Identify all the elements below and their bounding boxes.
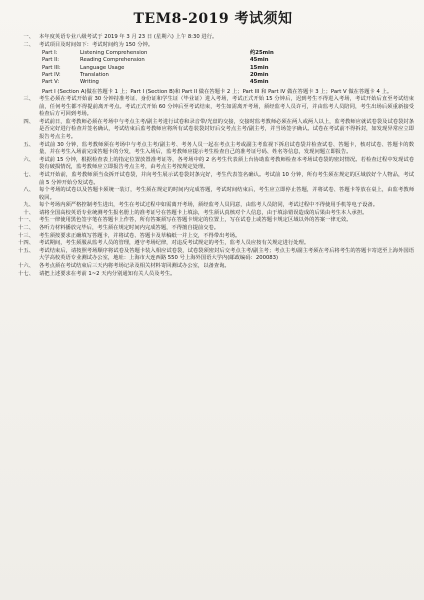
parts-note: Part I (Section A)做在答题卡 1 上；Part I (Section B)和 Part II 做在答题卡 2 上；Part III 和 Part IV 做在答题卡 3 上；Part V 做在答题卡 4 上。: [42, 88, 393, 95]
item-number: 十七、: [18, 270, 34, 277]
list-item: [12, 202, 414, 210]
part-time: 20min: [250, 72, 269, 79]
item-text: 考试项目及时间如下：考试时间约为 150 分钟。: [39, 41, 154, 48]
list-item: [12, 263, 414, 271]
item-text: 每个考场的试卷以及答题卡须统一装订，考生须在规定的时间内完成答题，考试时间结束后，考生应立即停止答题，并将试卷、答题卡等放在桌上，由监考教师收回。: [39, 187, 414, 201]
page-title: TEM8-2019 考试须知: [133, 11, 293, 27]
item-text: 考试开始前，监考教师须当众拆开试卷袋，并向考生展示试卷袋封条完好，考生代表签名确认。考试前 10 分钟，所有考生须在规定的区域放好个人物品，考试前 5 分钟开始分发试卷。: [39, 171, 414, 186]
item-number: 十六、: [18, 263, 34, 270]
part-time: 约25min: [250, 50, 274, 57]
list-item: [12, 96, 414, 119]
list-item: [12, 157, 414, 172]
item-text: 考试前 30 分钟，监考教师须在考场中与考点主考/副主考、考务人员一起在考点主考或副主考监视下拆启试卷袋并检查试卷、答题卡，核对试卷、答题卡的数量，并在考生入场前完成答题卡的分发，考生入场后，监考教师应提示考生检查自己的准考证号码、姓名等信息，发现问题立即报告。: [39, 141, 414, 156]
part-row: [42, 65, 414, 72]
list-item: [12, 240, 414, 248]
item-text: 请将全国高校英语专业统测考生报名册上的准考证号在答题卡上填涂，考生须认真核对个人信息，由于填涂错误造成的后果由考生本人承担。: [39, 209, 368, 216]
part-name: Listening Comprehension: [80, 50, 148, 57]
list-item: [12, 42, 414, 50]
item-text: 考试前日，监考教师必须在考场中与考点主考/副主考进行试卷和录音带/光盘的交接，交接时监考教师必须在两人或两人以上，监考教师应就试卷袋及试卷袋封条是否完好进行检查并签名确认，考试结束后监考教师应将所有试卷装袋封好后交考点主考/副主考，并当场签字确认。试卷在考试前不得拆封，如发现异常应立即报告考点主考。: [39, 118, 414, 140]
list-item: [12, 34, 414, 42]
item-number: 二、: [23, 41, 34, 48]
list-item: [12, 119, 414, 142]
item-text: 考生一律使用黑色签字笔在答题卡上作答，所有答案须写在答题卡规定的位置上，写在试卷上或答题卡规定区域以外的答案一律无效。: [39, 217, 352, 224]
item-number: 六、: [23, 156, 34, 163]
item-number: 十一、: [18, 217, 34, 224]
part-row: [42, 57, 414, 64]
item-text: 考试前 15 分钟，根据检查表上的指定位置放置准考证等，各考场中的 2 名考生代表须上台协助监考教师检查本考场试卷袋的密封情况。若检查过程中发现试卷袋有破损情况，监考教师应立即报告考点主考，由考点主考按规定处理。: [39, 156, 414, 171]
item-number: 七、: [23, 171, 34, 178]
part-row: [42, 79, 414, 86]
item-text: 考试期间，考生须服从监考人员的管理，遵守考场纪律，对违反考试规定的考生，监考人员应按有关规定进行处理。: [39, 240, 310, 247]
part-label: Part II:: [42, 57, 60, 64]
item-text: 各听力材料播放完毕后，考生须在规定时间内完成答题，不得擅自提前交卷。: [39, 225, 220, 232]
item-text: 请把上述要求在考前 1~2 天内分别通知有关人员及考生。: [39, 270, 176, 277]
list-item: [12, 271, 414, 279]
item-text: 考生须按要求正确填写答题卡，并将试卷、答题卡及草稿纸一并上交，不得带出考场。: [39, 232, 241, 239]
item-number: 十、: [23, 209, 34, 216]
item-number: 三、: [23, 95, 34, 102]
item-number: 十四、: [18, 240, 34, 247]
parts-table: [42, 50, 414, 86]
part-name: Writing: [80, 79, 99, 86]
item-number: 十三、: [18, 232, 34, 239]
item-text: 考试结束后，请按照考场顺序将试卷及答题卡装入相应试卷袋，试卷袋须密封后交考点主考/副主考；考点主考/副主考须在考后将考生的答题卡寄送至上海外国语大学高校英语专业测试办公室，地址：上海市大连西路 550 号上海外国语大学内(邮政编码：200083): [39, 247, 414, 262]
item-number: 四、: [23, 118, 34, 125]
list-item: [12, 217, 414, 225]
part-row: [42, 72, 414, 79]
item-number: 九、: [23, 202, 34, 209]
list-item: [12, 142, 414, 157]
list-item: [12, 225, 414, 233]
item-text: 本年度英语专业八级考试于 2019 年 3 月 23 日 (星期六) 上午 8:30 进行。: [39, 34, 218, 40]
item-number: 十二、: [18, 225, 34, 232]
part-time: 45min: [250, 57, 269, 64]
part-label: Part III:: [42, 64, 61, 71]
part-label: Part IV:: [42, 72, 61, 79]
item-text: 各考点须在考试结束后三天内将考场记录及相关材料寄回测试办公室，以备查询。: [39, 263, 230, 270]
list-item: [12, 172, 414, 187]
item-number: 十五、: [18, 247, 34, 254]
item-text: 考生必须在考试开始前 30 分钟持准考证、身份证和学生证（毕业证）进入考场，考试正式开始 15 分钟后，迟到考生不得进入考场，考试开始后直至考试结束前，任何考生都不得提前离开考点。考试正式开始 60 分钟后至考试结束，考生如需离开考场，须经监考人员许可，并由监考人员陪同，考生出场后须重新接受检查后方可回到考场。: [39, 95, 414, 118]
part-name: Reading Comprehension: [80, 57, 145, 64]
part-label: Part I:: [42, 50, 58, 57]
list-item: [12, 248, 414, 263]
list-item: [12, 187, 414, 202]
part-row: [42, 50, 414, 57]
part-name: Language Usage: [80, 64, 125, 71]
part-name: Translation: [80, 72, 109, 79]
rules-list: [12, 96, 414, 278]
item-number: 八、: [23, 187, 34, 194]
part-time: 45min: [250, 79, 269, 86]
item-number: 五、: [23, 141, 34, 148]
item-text: 每个考场内须严格控制考生进出，考生在考试过程中如需离开考场，须经监考人员同意，由监考人员陪同，考试过程中不得使用手机等电子设备。: [39, 202, 379, 209]
part-time: 15min: [250, 64, 269, 71]
item-number: 一、: [23, 34, 34, 40]
part-label: Part V:: [42, 79, 60, 86]
